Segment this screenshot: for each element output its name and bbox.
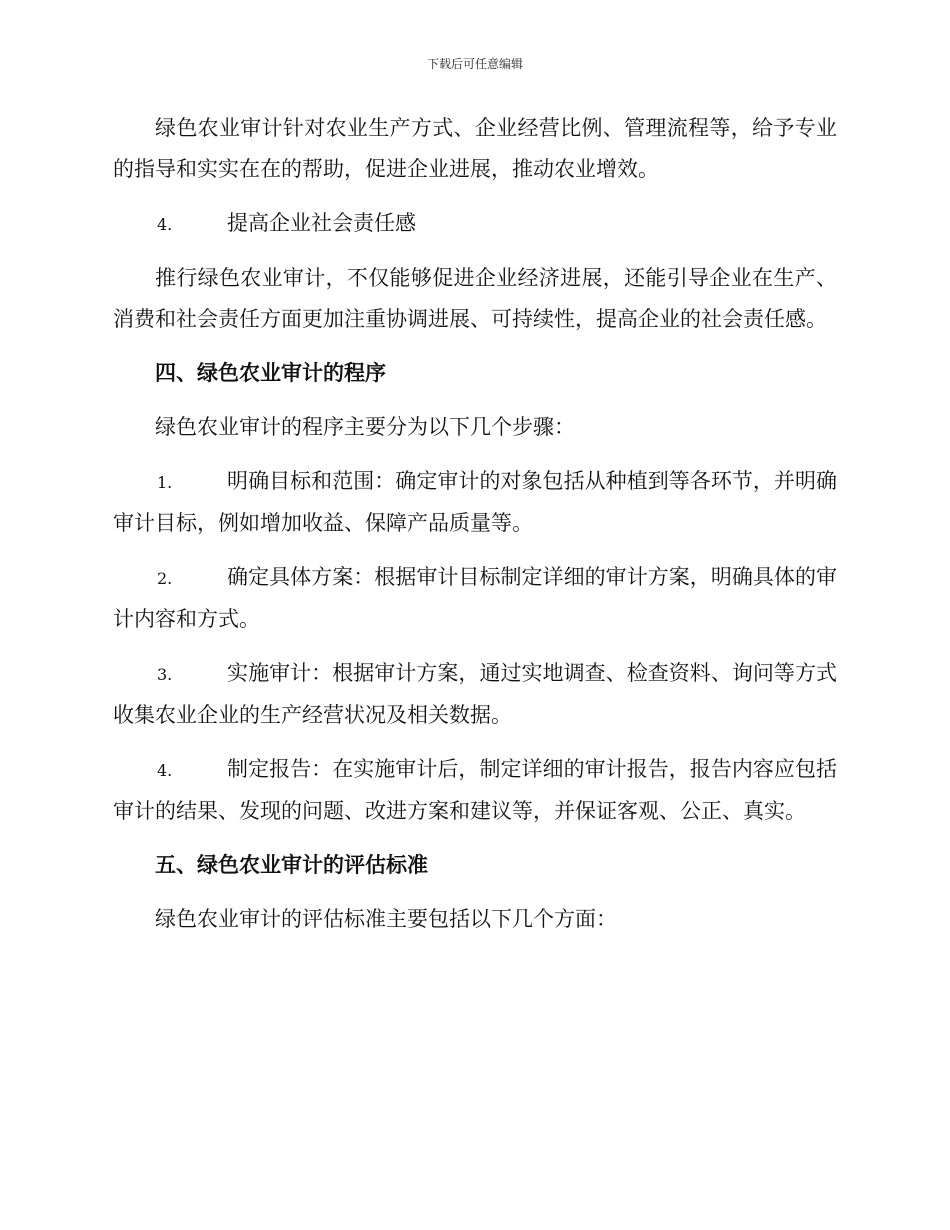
item-number: 4. [157, 215, 173, 234]
item-text: 确定具体方案：根据审计目标制定详细的审计方案，明确具体的审计内容和方式。 [113, 565, 837, 631]
item-number: 3. [157, 665, 173, 684]
document-body [113, 108, 837, 953]
numbered-item [113, 557, 837, 640]
numbered-item [113, 461, 837, 544]
paragraph: 绿色农业审计的评估标准主要包括以下几个方面： [155, 907, 617, 931]
item-text: 明确目标和范围：确定审计的对象包括从种植到等各环节，并明确审计目标，例如增加收益、保障产品质量等。 [113, 469, 837, 535]
item-number: 1. [157, 473, 173, 492]
item-text: 实施审计：根据审计方案，通过实地调查、检查资料、询问等方式收集农业企业的生产经营状况及相关数据。 [113, 661, 837, 727]
section-heading: 四、绿色农业审计的程序 [155, 361, 386, 385]
numbered-item [113, 653, 837, 736]
paragraph: 绿色农业审计的程序主要分为以下几个步骤： [155, 415, 575, 439]
item-number: 4. [157, 761, 173, 780]
numbered-item [113, 749, 837, 832]
numbered-item [113, 203, 837, 245]
item-text: 制定报告：在实施审计后，制定详细的审计报告，报告内容应包括审计的结果、发现的问题、改进方案和建议等，并保证客观、公正、真实。 [113, 757, 837, 823]
item-number: 2. [157, 569, 173, 588]
item-text: 提高企业社会责任感 [227, 211, 416, 235]
page-header: 下载后可任意编辑 [426, 57, 523, 71]
paragraph: 推行绿色农业审计，不仅能够促进企业经济进展，还能引导企业在生产、消费和社会责任方面更加注重协调进展、可持续性，提高企业的社会责任感。 [113, 266, 837, 331]
section-heading: 五、绿色农业审计的评估标准 [155, 853, 428, 877]
paragraph: 绿色农业审计针对农业生产方式、企业经营比例、管理流程等，给予专业的指导和实实在在的帮助，促进企业进展，推动农业增效。 [113, 116, 837, 181]
